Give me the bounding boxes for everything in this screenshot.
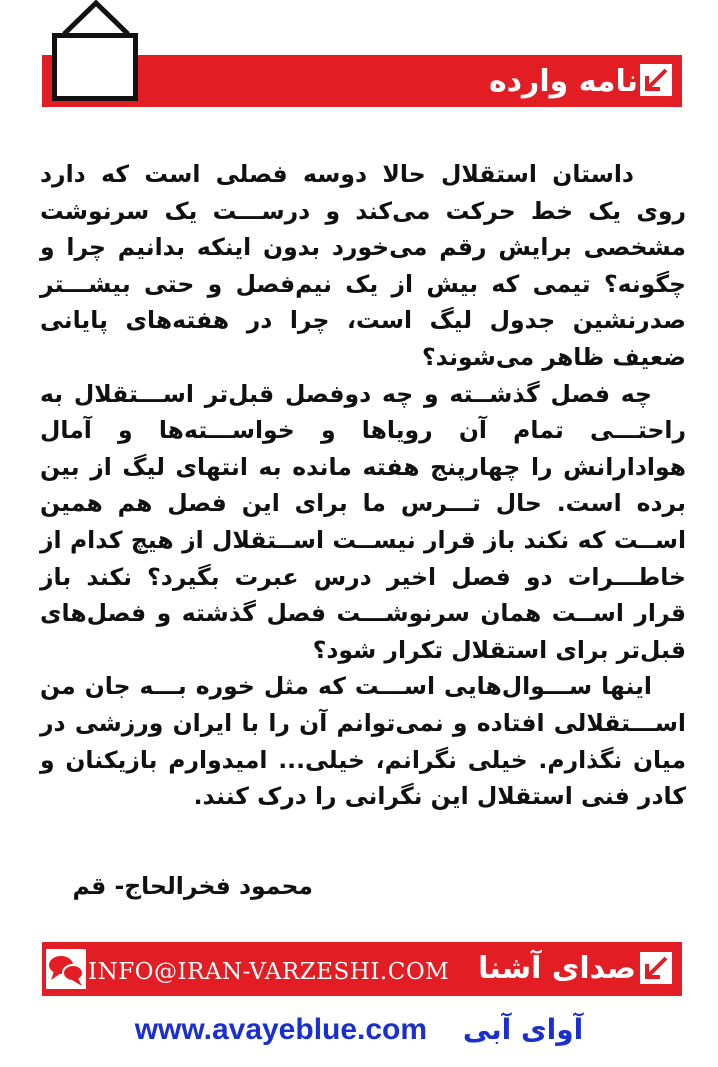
author-signature: محمود فخرالحاج- قم	[72, 872, 313, 900]
paragraph: اینها ســـوال‌هایی اســـت که مثل خوره بـــه جان من اســـتقلالی افتاده و نمی‌توانم آن را با ایران ورزشی در میان نگذارم. خیلی نگرانم، خیلی... امیدوارم بازیکنان و کادر فنی استقلال این نگرانی را درک کنند.	[40, 672, 686, 811]
paragraph: چه فصل گذشــته و چه دوفصل قبل‌تر اســـتقلال به راحتـــی تمام آن رویاها و خواســـته‌ها و آمال هوادارانش را چهارپنج هفته مانده به انتهای لیگ از بین برده است. حال تـــرس ما برای این فصل هم همین اســت که نکند باز قرار نیســت اســتقلال از هیچ کدام از خاطـــرات دو فصل اخیر درس عبرت بگیرد؟ نکند باز قرار اســت همان سرنوشـــت فصل گذشته و فصل‌های قبل‌تر برای استقلال تکرار شود؟	[40, 379, 686, 664]
hanging-string	[60, 0, 132, 34]
footer	[0, 1008, 718, 1052]
contact-email[interactable]: INFO@IRAN-VARZESHI.COM	[88, 959, 450, 985]
brand-name: آوای آبی	[462, 1013, 584, 1046]
checkbox-arrow-icon	[638, 950, 674, 986]
letter-body	[40, 156, 686, 815]
chat-bubbles-icon	[46, 949, 86, 989]
website-link[interactable]: www.avayeblue.com	[134, 1013, 428, 1046]
checkbox-arrow-icon	[638, 62, 674, 98]
hanging-sign-icon	[52, 33, 138, 101]
paragraph: داستان استقلال حالا دوسه فصلی است که دارد روی یک خط حرکت می‌کند و درســـت یک سرنوشت مشخصی برایش رقم می‌خورد بدون اینکه بدانیم چرا و چگونه؟ تیمی که بیش از یک نیم‌فصل و حتی بیشـــتر صدرنشین جدول لیگ است، چرا در هفته‌های پایانی ضعیف ظاهر می‌شوند؟	[40, 160, 686, 371]
section-title: نامه وارده	[488, 64, 638, 99]
banner-title: صدای آشنا	[478, 951, 636, 986]
